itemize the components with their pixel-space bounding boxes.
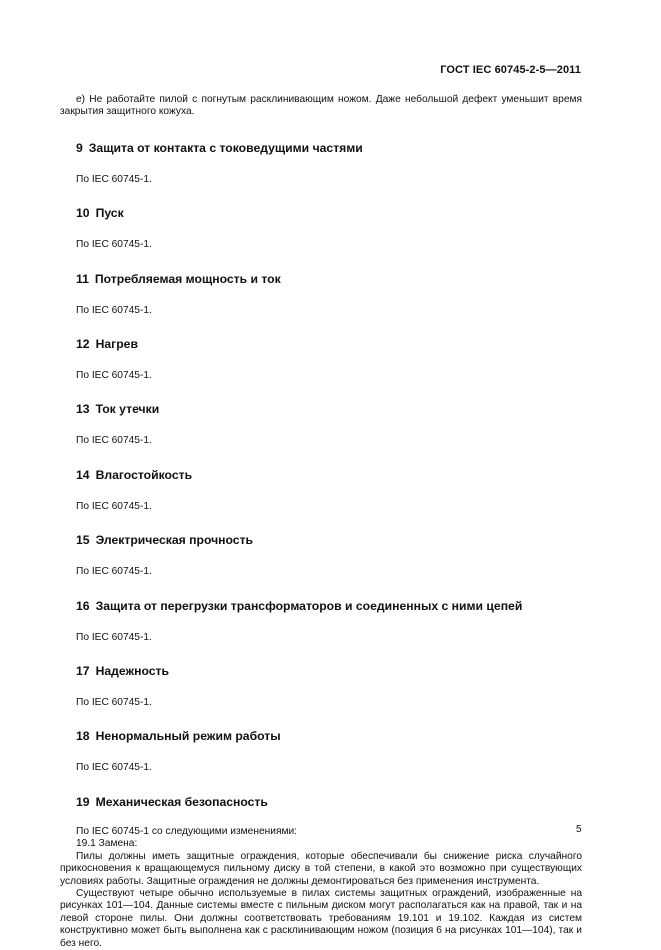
- section-heading: [60, 729, 582, 744]
- section-title: Надежность: [95, 664, 170, 679]
- section-body: По IEC 60745-1.: [76, 435, 152, 447]
- section-title: Защита от контакта с токоведущими частями: [88, 140, 363, 155]
- section-heading: [60, 795, 582, 810]
- section-body: По IEC 60745-1.: [76, 239, 152, 251]
- section-19: [60, 795, 582, 950]
- section-heading: [60, 272, 582, 287]
- section-19-intro: По IEC 60745-1 со следующими изменениями:: [76, 825, 297, 837]
- section-17: [60, 664, 582, 709]
- section-number: 12: [76, 337, 90, 352]
- section-number: 11: [76, 271, 89, 286]
- section-title: Ток утечки: [95, 402, 160, 417]
- section-title: Механическая безопасность: [95, 794, 268, 809]
- section-title: Пуск: [95, 206, 124, 221]
- section-title: Влагостойкость: [95, 467, 193, 482]
- section-number: 19: [76, 794, 90, 809]
- section-heading: [60, 664, 582, 679]
- section-14: [60, 468, 582, 513]
- section-12: [60, 337, 582, 382]
- section-13: [60, 402, 582, 447]
- section-body: По IEC 60745-1.: [76, 304, 152, 316]
- section-16: [60, 599, 582, 644]
- section-number: 14: [76, 467, 90, 482]
- section-19-body: [60, 826, 582, 950]
- section-title: Потребляемая мощность и ток: [94, 271, 281, 286]
- section-title: Защита от перегрузки трансформаторов и соединенных с ними цепей: [95, 598, 523, 613]
- section-body: По IEC 60745-1.: [76, 697, 152, 709]
- section-number: 17: [76, 664, 90, 679]
- section-number: 13: [76, 402, 90, 417]
- clause-19-1-label: 19.1 Замена:: [76, 838, 138, 850]
- section-heading: [60, 468, 582, 483]
- section-title: Нагрев: [95, 337, 138, 352]
- section-title: Ненормальный режим работы: [95, 729, 281, 744]
- section-body: По IEC 60745-1.: [76, 370, 152, 382]
- section-heading: [60, 402, 582, 417]
- section-number: 18: [76, 729, 90, 744]
- section-body: По IEC 60745-1.: [76, 566, 152, 578]
- section-number: 10: [76, 206, 90, 221]
- section-heading: [60, 206, 582, 221]
- page-number: 5: [576, 824, 582, 835]
- intro-item-e: e) Не работайте пилой с погнутым расклинивающим ножом. Даже небольшой дефект уменьшит время закрытия защитного кожуха.: [60, 94, 582, 118]
- section-body: По IEC 60745-1.: [76, 762, 152, 774]
- section-number: 16: [76, 598, 90, 613]
- section-body: По IEC 60745-1.: [76, 631, 152, 643]
- section-10: [60, 206, 582, 251]
- section-9: [60, 141, 582, 186]
- section-number: 9: [76, 140, 83, 155]
- page-content: [60, 94, 582, 950]
- section-number: 15: [76, 533, 90, 548]
- section-heading: [60, 533, 582, 548]
- clause-19-1-paragraph-2: Существуют четыре обычно используемые в пилах системы защитных ограждений, изображенные на рисунках 101—104. Данные системы вместе с пильным диском могут располагаться как на правой, так и на левой стороне пилы. Они должны соответствовать требованиям 19.101 и 19.102. Каждая из систем конструктивно может быть выполнена как с расклинивающим ножом (позиция 6 на рисунках 101—104), так и без него.: [60, 887, 582, 949]
- clause-19-1-paragraph-1: Пилы должны иметь защитные ограждения, которые обеспечивали бы снижение риска случайного прикосновения к вращающемуся пильному диску в той степени, в какой это возможно при существующих условиях работы. Защитные ограждения не должны демонтироваться без применения инструмента.: [60, 850, 582, 887]
- section-18: [60, 729, 582, 774]
- section-heading: [60, 599, 582, 614]
- section-11: [60, 272, 582, 317]
- section-body: По IEC 60745-1.: [76, 500, 152, 512]
- section-heading: [60, 337, 582, 352]
- section-heading: [60, 141, 582, 156]
- standard-code-header: ГОСТ IEC 60745-2-5—2011: [440, 64, 581, 76]
- section-body: По IEC 60745-1.: [76, 173, 152, 185]
- section-title: Электрическая прочность: [95, 533, 254, 548]
- section-15: [60, 533, 582, 578]
